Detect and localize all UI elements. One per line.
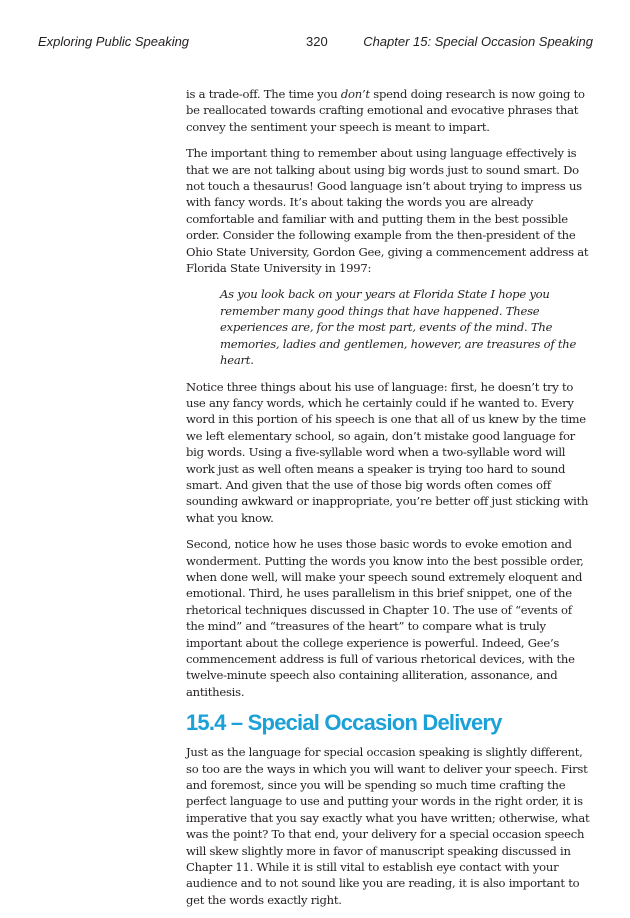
section-heading: 15.4 – Special Occasion Delivery xyxy=(186,710,502,736)
book-title: Exploring Public Speaking xyxy=(38,34,190,49)
page-number: 320 xyxy=(306,34,328,49)
page-content xyxy=(186,86,592,918)
paragraph-language: The important thing to remember about using language effectively is that we are not talking about using big words just to sound smart. Do not touch a thesaurus! Good language isn’t about trying to impress us with fancy words. It’s about taking the words you are already comfortable and familiar with and putting them in the best possible order. Consider the following example from the then-president of the Ohio State University, Gordon Gee, giving a commencement address at Florida State University in 1997: xyxy=(186,146,589,276)
paragraph-second: Second, notice how he uses those basic words to evoke emotion and wonderment. Putting the words you know into the best possible order, when done well, will make your speech sound extremely eloquent and emotional. Third, he uses parallelism in this brief snippet, one of the rhetorical techniques discussed in Chapter 10. The use of “events of the mind” and “treasures of the heart” to compare what is truly important about the college experience is powerful. Indeed, Gee’s commencement address is full of various rhetorical devices, with the twelve-minute speech also containing alliteration, assonance, and antithesis. xyxy=(186,537,584,699)
emphasis-text: don’t xyxy=(340,87,370,101)
chapter-title: Chapter 15: Special Occasion Speaking xyxy=(363,34,593,49)
paragraph-delivery: Just as the language for special occasion speaking is slightly different, so too are the ways in which you will want to deliver your speech. First and foremost, since you will be spending so much time crafting the perfect language to use and putting your words in the right order, it is imperative that you say exactly what you have written; otherwise, what was the point? To that end, your delivery for a special occasion speech will skew slightly more in favor of manuscript speaking discussed in Chapter 11. While it is still vital to establish eye contact with your audience and to not sound like you are reading, it is also important to get the words exactly right. xyxy=(186,745,590,907)
paragraph-continuation xyxy=(186,86,592,135)
paragraph-text: is a trade-off. The time you xyxy=(186,87,341,101)
block-quote: As you look back on your years at Florida State I hope you remember many good things that have happened. These experiences are, for the most part, events of the mind. The memories, ladies and gentlemen, however, are treasures of the heart. xyxy=(220,287,577,368)
paragraph-text: spend doing research is now going to be reallocated towards crafting emotional and evocative phrases that convey the sentiment your speech is meant to impart. xyxy=(186,87,585,134)
paragraph-notice: Notice three things about his use of language: first, he doesn’t try to use any fancy words, which he certainly could if he wanted to. Every word in this portion of his speech is one that all of us knew by the time we left elementary school, so again, don’t mistake good language for big words. Using a five-syllable word when a two-syllable word will work just as well often means a speaker is trying too hard to sound smart. And given that the use of those big words often comes off sounding awkward or inappropriate, you’re better off just sticking with what you know. xyxy=(186,379,589,525)
running-header xyxy=(38,34,593,54)
